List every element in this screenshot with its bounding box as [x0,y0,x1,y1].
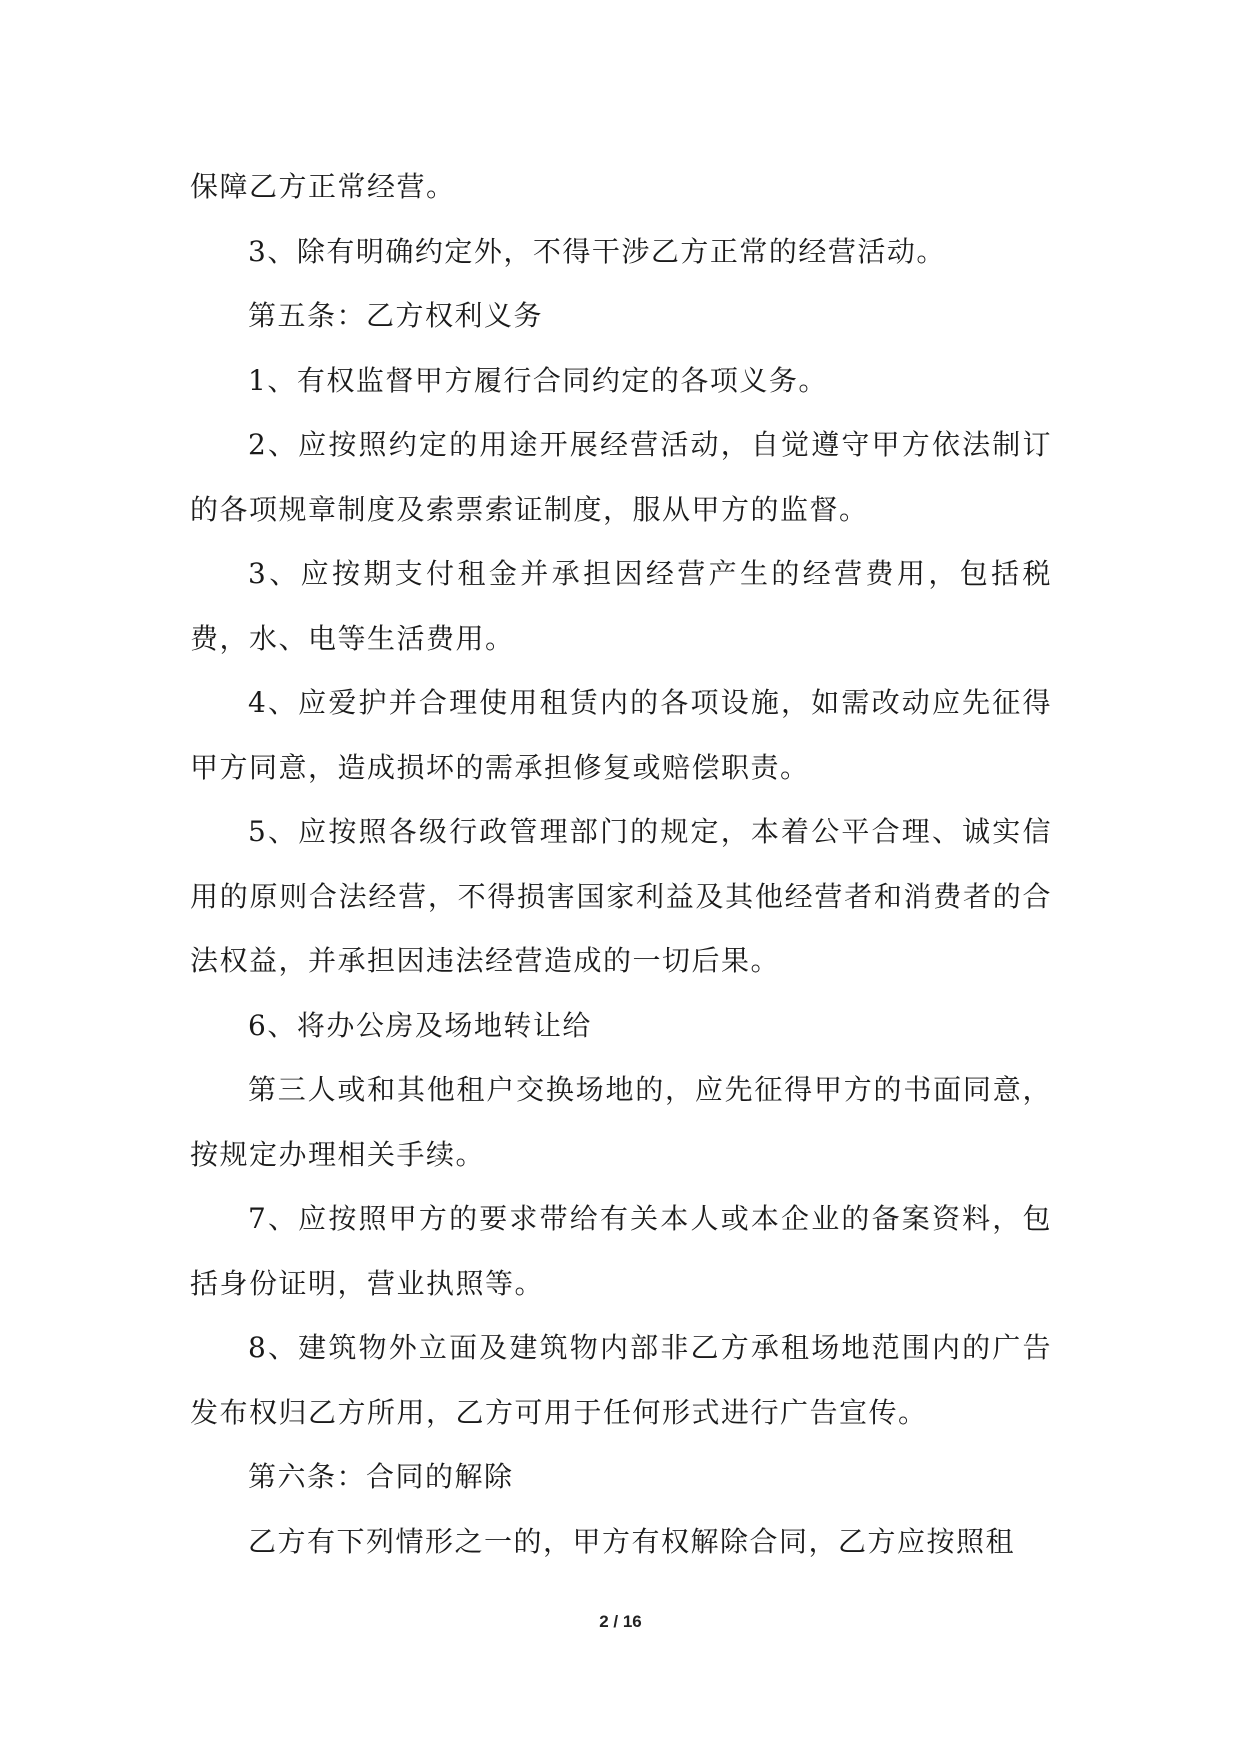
paragraph-6: 3、应按期支付租金并承担因经营产生的经营费用，包括税费，水、电等生活费用。 [190,557,1052,655]
page-number: 2 / 16 [599,1612,642,1631]
paragraph-7: 4、应爱护并合理使用租赁内的各项设施，如需改动应先征得甲方同意，造成损坏的需承担修复或赔偿职责。 [190,686,1052,784]
paragraph-4: 1、有权监督甲方履行合同约定的各项义务。 [248,363,828,397]
paragraph-9: 6、将办公房及场地转让给 [248,1008,592,1042]
section-heading-article-6: 第六条：合同的解除 [248,1460,514,1493]
paragraph-2: 3、除有明确约定外，不得干涉乙方正常的经营活动。 [248,234,946,268]
paragraph-14: 乙方有下列情形之一的，甲方有权解除合同，乙方应按照租 [248,1524,1016,1558]
paragraph-11: 7、应按照甲方的要求带给有关本人或本企业的备案资料，包括身份证明，营业执照等。 [190,1202,1052,1300]
document-body [190,155,1052,1574]
paragraph-5: 2、应按照约定的用途开展经营活动，自觉遵守甲方依法制订的各项规章制度及索票索证制度，服从甲方的监督。 [190,428,1052,526]
paragraph-12: 8、建筑物外立面及建筑物内部非乙方承租场地范围内的广告发布权归乙方所用，乙方可用于任何形式进行广告宣传。 [190,1331,1052,1429]
paragraph-1: 保障乙方正常经营。 [190,170,456,203]
paragraph-10: 第三人或和其他租户交换场地的，应先征得甲方的书面同意，按规定办理相关手续。 [190,1073,1052,1171]
paragraph-8: 5、应按照各级行政管理部门的规定，本着公平合理、诚实信用的原则合法经营，不得损害国家利益及其他经营者和消费者的合法权益，并承担因违法经营造成的一切后果。 [190,815,1052,977]
section-heading-article-5: 第五条：乙方权利义务 [248,299,544,332]
